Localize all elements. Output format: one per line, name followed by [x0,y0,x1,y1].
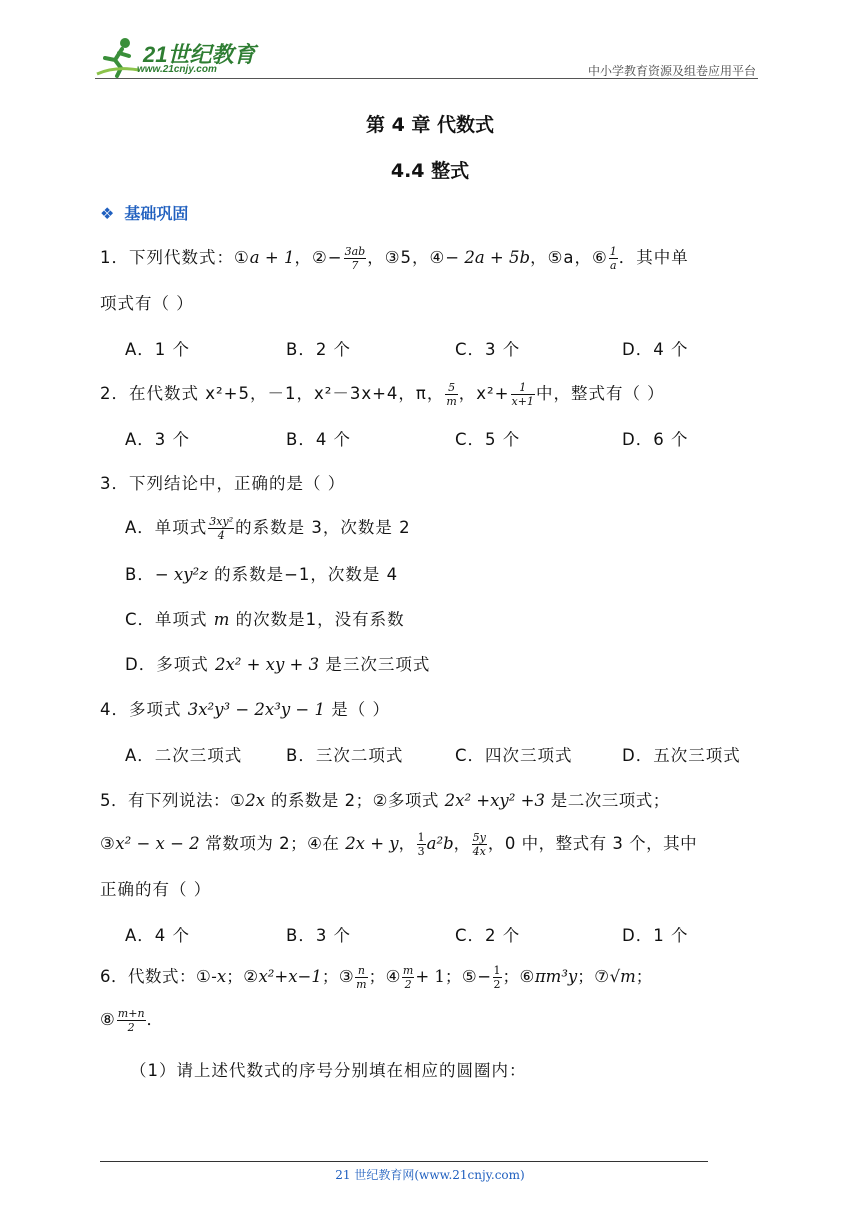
q4-tail: 是（ ） [324,700,390,719]
q3-b-expr: − xy²z [154,565,208,584]
q3-option-b[interactable] [125,561,398,585]
frac-den: 2 [404,978,412,991]
frac-den: x+1 [511,395,534,408]
q5-option-c[interactable]: C．2 个 [455,926,521,945]
frac-den: 2 [127,1021,135,1034]
q2-p3: ，x²+ [458,384,510,403]
q3-option-a[interactable] [125,514,411,542]
q2-frac2 [511,381,535,408]
q6-expr6: πm³y [534,967,578,986]
chapter-title: 第 4 章 代数式 [365,114,495,136]
frac-den: a [609,259,617,272]
logo-url: www.21cnjy.com [137,64,217,75]
q5-expr5: a²b [426,834,454,853]
q1-frac2 [344,245,367,272]
q6-frac3 [355,964,367,991]
frac-den: 3 [417,845,425,858]
section-heading [100,201,188,224]
question-6 [100,963,653,991]
q2-option-a[interactable]: A．3 个 [125,430,191,449]
q5-option-d[interactable]: D．1 个 [622,926,689,945]
q2-lead: 2．在代数式 x [100,384,217,403]
q4-option-c[interactable]: C．四次三项式 [455,746,573,765]
q6-frac8 [117,1007,146,1034]
q5-frac1 [417,831,426,858]
frac-num: 1 [511,381,535,395]
q5-frac2 [472,831,487,858]
question-1-line2: 项式有（ ） [100,294,194,313]
q5-l1a: 5．有下列说法：① [100,791,246,810]
q6-l2b: ． [146,1010,165,1029]
q1-expr1: a + 1 [249,248,295,267]
frac-num: n [355,964,367,978]
q2-p1: ²+5，－1，x [216,384,325,403]
frac-num: 5y [472,831,486,844]
question-2 [100,380,665,408]
q6-expr2: x²+x−1 [258,967,322,986]
q6-frac5 [493,964,502,991]
q3-d-lead: D．多项式 [125,655,215,674]
header-divider [95,78,758,79]
q6-l1a: 6．代数式：① [100,967,212,986]
q6-frac4 [402,964,414,991]
q4-lead: 4．多项式 [100,700,188,719]
q1-c2: ，②− [294,248,343,267]
frac-den: m [446,395,457,408]
frac-num: 1 [609,245,617,258]
q5-expr1: 2x [245,791,266,810]
q2-p2: ²－3x+4，π， [324,384,445,403]
q1-expr4: − 2a + 5b [445,248,531,267]
frac-den: m [356,978,367,991]
q3-option-d[interactable] [125,651,430,675]
q5-l2b: 常数项为 2；④在 [199,834,346,853]
frac-num: 1 [493,964,501,977]
q1-option-c[interactable]: C．3 个 [455,340,521,359]
q5-l2a: ③ [100,834,116,853]
question-4 [100,696,390,720]
q1-c1: ① [234,248,250,267]
q6-l2a: ⑧ [100,1010,116,1029]
frac-den: 4 [217,529,225,542]
q4-option-b[interactable]: B．三次二项式 [286,746,404,765]
q6-l1h: ； [635,967,653,986]
q1-frac6 [609,245,618,272]
question-6-line2 [100,1006,164,1034]
q5-option-a[interactable]: A．4 个 [125,926,191,945]
q1-option-d[interactable]: D．4 个 [622,340,689,359]
q4-option-d[interactable]: D．五次三项式 [622,746,741,765]
q3-c-lead: C．单项式 [125,610,214,629]
q3-b-tail: 的系数是−1，次数是 4 [207,565,399,584]
frac-den: 2 [493,978,501,991]
q3-a-frac [208,515,234,542]
q3-a-tail: 的系数是 3，次数是 2 [235,518,411,537]
q2-option-c[interactable]: C．5 个 [455,430,521,449]
question-5-line3: 正确的有（ ） [100,880,212,899]
footer-text[interactable]: 21 世纪教育网(www.21cnjy.com) [335,1168,525,1182]
q5-l2d: ， [453,834,471,853]
q6-l1c: ；③ [321,967,355,986]
q5-l1c: 是二次三项式； [544,791,670,810]
q5-l2e: ，0 中，整式有 3 个，其中 [487,834,698,853]
q1-lead: 1．下列代数式： [100,248,234,267]
q3-d-tail: 是三次三项式 [319,655,431,674]
q5-expr3: x² − x − 2 [115,834,200,853]
frac-num: 3ab [344,245,366,258]
frac-num: m+n [117,1007,145,1020]
q6-expr1: -x [211,967,227,986]
diamond-bullet-icon: ❖ [100,204,115,223]
q6-l1d: ；④ [368,967,401,986]
question-1 [100,244,689,272]
q6-l1b: ；② [226,967,259,986]
q2-option-d[interactable]: D．6 个 [622,430,689,449]
q5-expr4: 2x + y [345,834,399,853]
q6-l1e: ；⑤− [444,967,492,986]
q3-a-lead: A．单项式 [125,518,208,537]
frac-num: 5 [445,381,457,395]
q6-l1g: ；⑦ [577,967,610,986]
q6-expr4: + 1 [415,967,445,986]
question-6-sub1: （1）请上述代数式的序号分别填在相应的圆圈内： [130,1061,527,1080]
runner-logo-icon [95,36,141,78]
section-heading-text: 基础巩固 [124,204,189,223]
q2-frac1 [445,381,457,408]
question-3: 3．下列结论中，正确的是（ ） [100,474,346,493]
q1-option-b[interactable]: B．2 个 [286,340,352,359]
q2-option-b[interactable]: B．4 个 [286,430,352,449]
platform-label: 中小学教育资源及组卷应用平台 [587,64,756,78]
q5-option-b[interactable]: B．3 个 [286,926,352,945]
q3-c-tail: 的次数是1，没有系数 [229,610,405,629]
q1-tail: ．其中单 [618,248,689,267]
q1-c3: ，③5，④ [367,248,446,267]
q4-expr: 3x²y³ − 2x³y − 1 [187,700,325,719]
q5-l2c: ， [398,834,416,853]
frac-den: 4x [472,845,486,858]
q1-c5: ，⑤a，⑥ [530,248,608,267]
question-5 [100,787,670,811]
footer-divider [100,1161,708,1162]
q3-d-expr: 2x² + xy + 3 [214,655,320,674]
question-5-line2 [100,830,697,858]
q4-option-a[interactable]: A．二次三项式 [125,746,243,765]
q3-b-lead: B． [125,565,155,584]
q2-tail: 中，整式有（ ） [535,384,665,403]
q6-expr7: √m [609,967,636,986]
q5-l1b: 的系数是 2；②多项式 [265,791,445,810]
q3-c-expr: m [213,610,230,629]
frac-num: 3xy² [209,515,234,528]
q5-expr2: 2x² +xy² +3 [444,791,545,810]
frac-num: m [402,964,414,977]
site-logo [95,36,260,78]
q3-option-c[interactable] [125,606,405,630]
frac-den: 7 [351,259,359,272]
frac-num: 1 [417,831,425,844]
section-title: 4.4 整式 [390,160,470,182]
logo-text: 21世纪教育 [143,42,256,67]
q1-option-a[interactable]: A．1 个 [125,340,191,359]
q6-l1f: ；⑥ [502,967,535,986]
